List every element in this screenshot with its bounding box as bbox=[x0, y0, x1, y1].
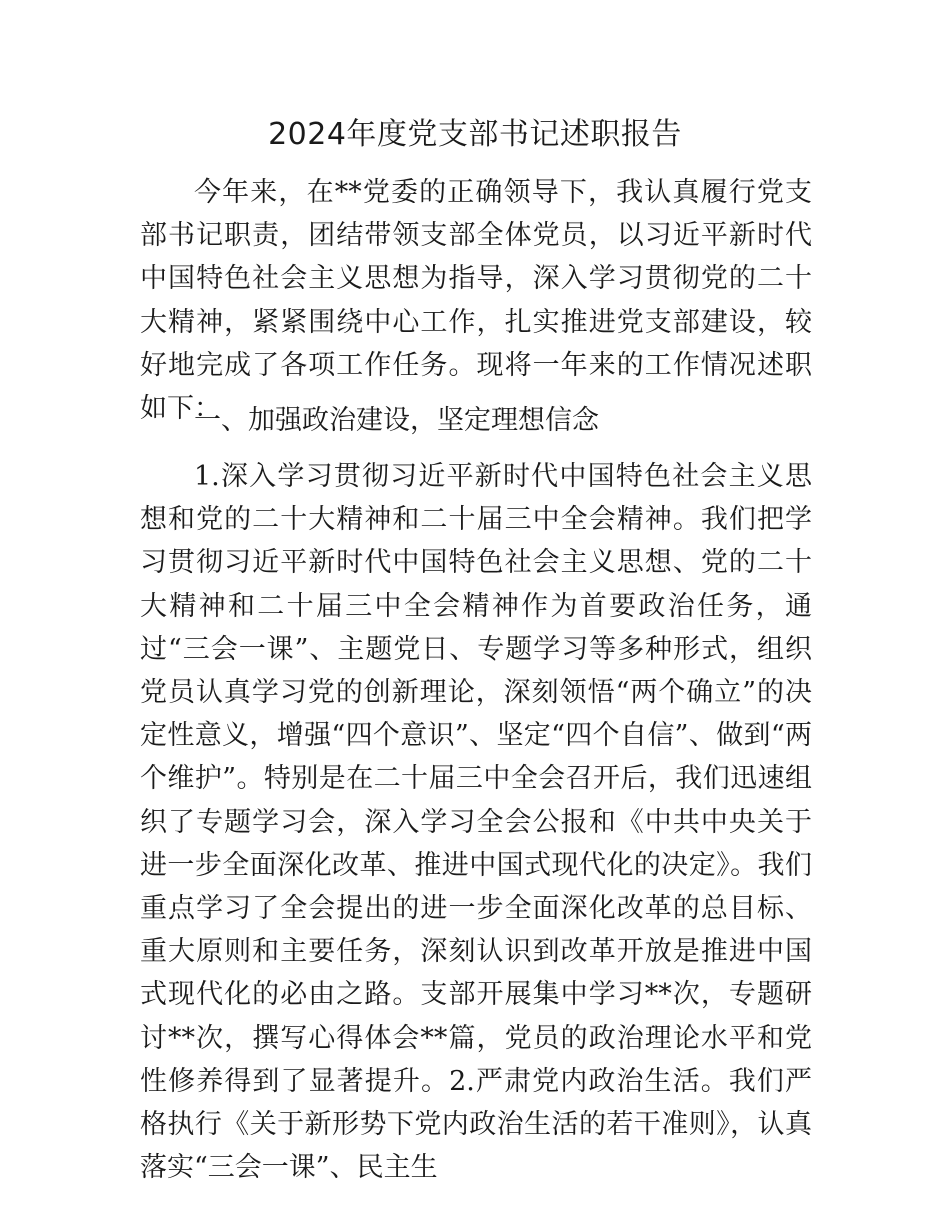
document-title: 2024年度党支部书记述职报告 bbox=[268, 117, 682, 152]
section-paragraph: 1.深入学习贯彻习近平新时代中国特色社会主义思想和党的二十大精神和二十届三中全会精神。我们把学习贯彻习近平新时代中国特色社会主义思想、党的二十大精神和二十届三中全会精神作为首要政治任务，通过“三会一课”、主题党日、专题学习等多种形式，组织党员认真学习党的创新理论，深刻领悟“两个确立”的决定性意义，增强“四个意识”、坚定“四个自信”、做到“两个维护”。特别是在二十届三中全会召开后，我们迅速组织了专题学习会，深入学习全会公报和《中共中央关于进一步全面深化改革、推进中国式现代化的决定》。我们重点学习了全会提出的进一步全面深化改革的总目标、重大原则和主要任务，深刻认识到改革开放是推进中国式现代化的必由之路。支部开展集中学习**次，专题研讨**次，撰写心得体会**篇，党员的政治理论水平和党性修养得到了显著提升。2.严肃党内政治生活。我们严格执行《关于新形势下党内政治生活的若干准则》，认真落实“三会一课”、民主生 bbox=[140, 461, 812, 1184]
intro-paragraph: 今年来，在**党委的正确领导下，我认真履行党支部书记职责，团结带领支部全体党员，以习近平新时代中国特色社会主义思想为指导，深入学习贯彻党的二十大精神，紧紧围绕中心工作，扎实推进党支部建设，较好地完成了各项工作任务。现将一年来的工作情况述职如下： bbox=[140, 177, 812, 425]
section-heading: 一、加强政治建设，坚定理想信念 bbox=[194, 405, 599, 436]
